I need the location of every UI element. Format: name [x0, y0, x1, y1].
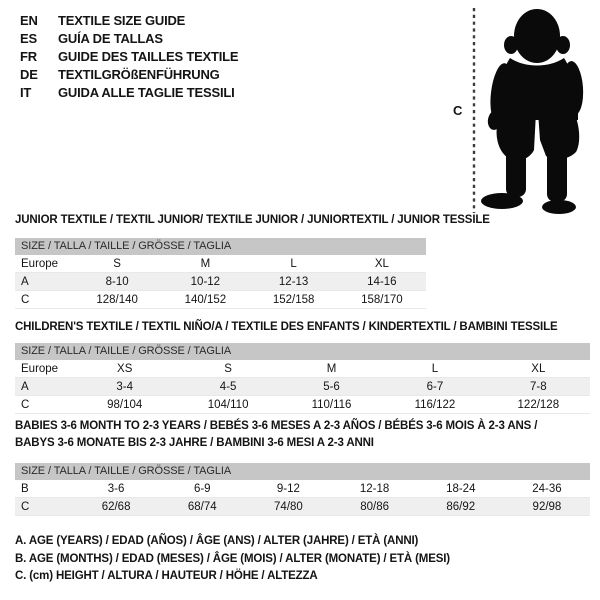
size-value-cell: 62/68 — [101, 500, 131, 513]
size-value-cell: 80/86 — [360, 500, 389, 513]
size-value-cell: 8-10 — [105, 275, 129, 288]
babies-table-title-line2: BABYS 3-6 MONATE BIS 2-3 JAHRE / BAMBINI 3-6 MESI A 2-3 ANNI — [15, 436, 374, 449]
size-value-cell: 110/116 — [311, 398, 352, 411]
lang-row-fr — [20, 48, 238, 66]
size-value-cell: 3-6 — [107, 482, 125, 495]
size-value-cell: 5-6 — [323, 380, 340, 393]
size-table-row — [15, 378, 590, 396]
lang-code: IT — [20, 85, 32, 100]
row-label: Europe — [21, 362, 59, 375]
size-value-cell: 12-18 — [359, 482, 390, 495]
legend-age-months: B. AGE (MONTHS) / EDAD (MESES) / ÂGE (MOIS) / ALTER (MONATE) / ETÀ (MESI) — [15, 552, 450, 565]
toddler-shape — [481, 9, 585, 214]
size-value-cell: 122/128 — [517, 398, 560, 411]
lang-row-en — [20, 12, 238, 30]
size-value-cell: 6-9 — [193, 482, 211, 495]
size-header-bar: SIZE / TALLA / TAILLE / GRÖSSE / TAGLIA — [15, 463, 590, 480]
size-value-cell: 68/74 — [187, 500, 217, 513]
size-value-cell: 92/98 — [532, 500, 562, 513]
size-value-cell: XS — [117, 362, 133, 375]
size-value-cell: 74/80 — [274, 500, 303, 513]
lang-label: GUÍA DE TALLAS — [58, 31, 163, 46]
height-marker-label: C — [453, 103, 463, 118]
size-value-cell: M — [200, 257, 211, 270]
children-table-title: CHILDREN'S TEXTILE / TEXTIL NIÑO/A / TEXTILE DES ENFANTS / KINDERTEXTIL / BAMBINI TESSILE — [15, 321, 558, 333]
row-label: A — [21, 380, 29, 393]
table-rows — [15, 360, 590, 414]
lang-label: GUIDE DES TAILLES TEXTILE — [58, 49, 239, 64]
legend — [15, 533, 450, 586]
size-value-cell: 18-24 — [446, 482, 476, 495]
lang-code: EN — [20, 13, 38, 28]
size-value-cell: 9-12 — [276, 482, 300, 495]
size-value-cell: S — [113, 257, 121, 270]
lang-row-es — [20, 30, 238, 48]
table-rows — [15, 480, 590, 516]
language-title-list — [20, 12, 238, 102]
height-figure — [450, 0, 600, 220]
size-value-cell: 158/170 — [361, 293, 403, 306]
babies-table-title — [15, 418, 537, 451]
lang-code: DE — [20, 67, 38, 82]
toddler-silhouette — [450, 0, 600, 220]
row-label: B — [21, 482, 29, 495]
size-value-cell: 86/92 — [446, 500, 476, 513]
size-value-cell: 14-16 — [367, 275, 397, 288]
size-header-bar: SIZE / TALLA / TAILLE / GRÖSSE / TAGLIA — [15, 238, 426, 255]
size-value-cell: 3-4 — [116, 380, 134, 393]
lang-row-it — [20, 84, 238, 102]
size-value-cell: 4-5 — [219, 380, 237, 393]
size-value-cell: 6-7 — [426, 380, 444, 393]
lang-label: TEXTILE SIZE GUIDE — [58, 13, 186, 28]
size-table-row — [15, 273, 426, 291]
lang-row-de — [20, 66, 238, 84]
size-value-cell: 140/152 — [184, 293, 227, 306]
size-value-cell: 7-8 — [530, 380, 547, 393]
row-label: C — [21, 500, 30, 513]
size-header-bar: SIZE / TALLA / TAILLE / GRÖSSE / TAGLIA — [15, 343, 590, 360]
size-value-cell: 128/140 — [96, 293, 138, 306]
size-table-row — [15, 396, 590, 414]
size-value-cell: 24-36 — [532, 482, 562, 495]
row-label: A — [21, 275, 29, 288]
row-label: C — [21, 398, 30, 411]
size-value-cell: 12-13 — [278, 275, 309, 288]
lang-code: ES — [20, 31, 37, 46]
lang-label: GUIDA ALLE TAGLIE TESSILI — [58, 85, 235, 100]
size-table-row — [15, 480, 590, 498]
children-size-table — [15, 343, 590, 414]
size-value-cell: XL — [374, 257, 389, 270]
size-value-cell: L — [290, 257, 297, 270]
size-value-cell: 152/158 — [272, 293, 315, 306]
lang-code: FR — [20, 49, 37, 64]
size-table-row — [15, 360, 590, 378]
size-value-cell: L — [431, 362, 439, 375]
size-value-cell: S — [224, 362, 232, 375]
babies-table-title-line1: BABIES 3-6 MONTH TO 2-3 YEARS / BEBÉS 3-6 MESES A 2-3 AÑOS / BÉBÉS 3-6 MOIS À 2-3 ANS / — [15, 420, 538, 432]
size-value-cell: XL — [531, 362, 546, 375]
size-value-cell: 10-12 — [190, 275, 221, 288]
size-value-cell: 104/110 — [207, 398, 249, 411]
legend-height: C. (cm) HEIGHT / ALTURA / HAUTEUR / HÖHE / ALTEZZA — [15, 570, 318, 582]
size-table-row — [15, 498, 590, 516]
junior-size-table — [15, 238, 426, 309]
row-label: Europe — [21, 257, 59, 270]
size-table-row — [15, 255, 426, 273]
lang-label: TEXTILGRÖßENFÜHRUNG — [58, 67, 220, 82]
junior-table-title: JUNIOR TEXTILE / TEXTIL JUNIOR/ TEXTILE JUNIOR / JUNIORTEXTIL / JUNIOR TESSILE — [15, 214, 490, 226]
size-table-row — [15, 291, 426, 309]
row-label: C — [21, 293, 30, 306]
size-value-cell: 116/122 — [414, 398, 456, 411]
size-value-cell: M — [326, 362, 337, 375]
table-rows — [15, 255, 426, 309]
size-value-cell: 98/104 — [107, 398, 143, 411]
babies-size-table — [15, 463, 590, 516]
legend-age-years: A. AGE (YEARS) / EDAD (AÑOS) / ÂGE (ANS) / ALTER (JAHRE) / ETÀ (ANNI) — [15, 535, 419, 547]
